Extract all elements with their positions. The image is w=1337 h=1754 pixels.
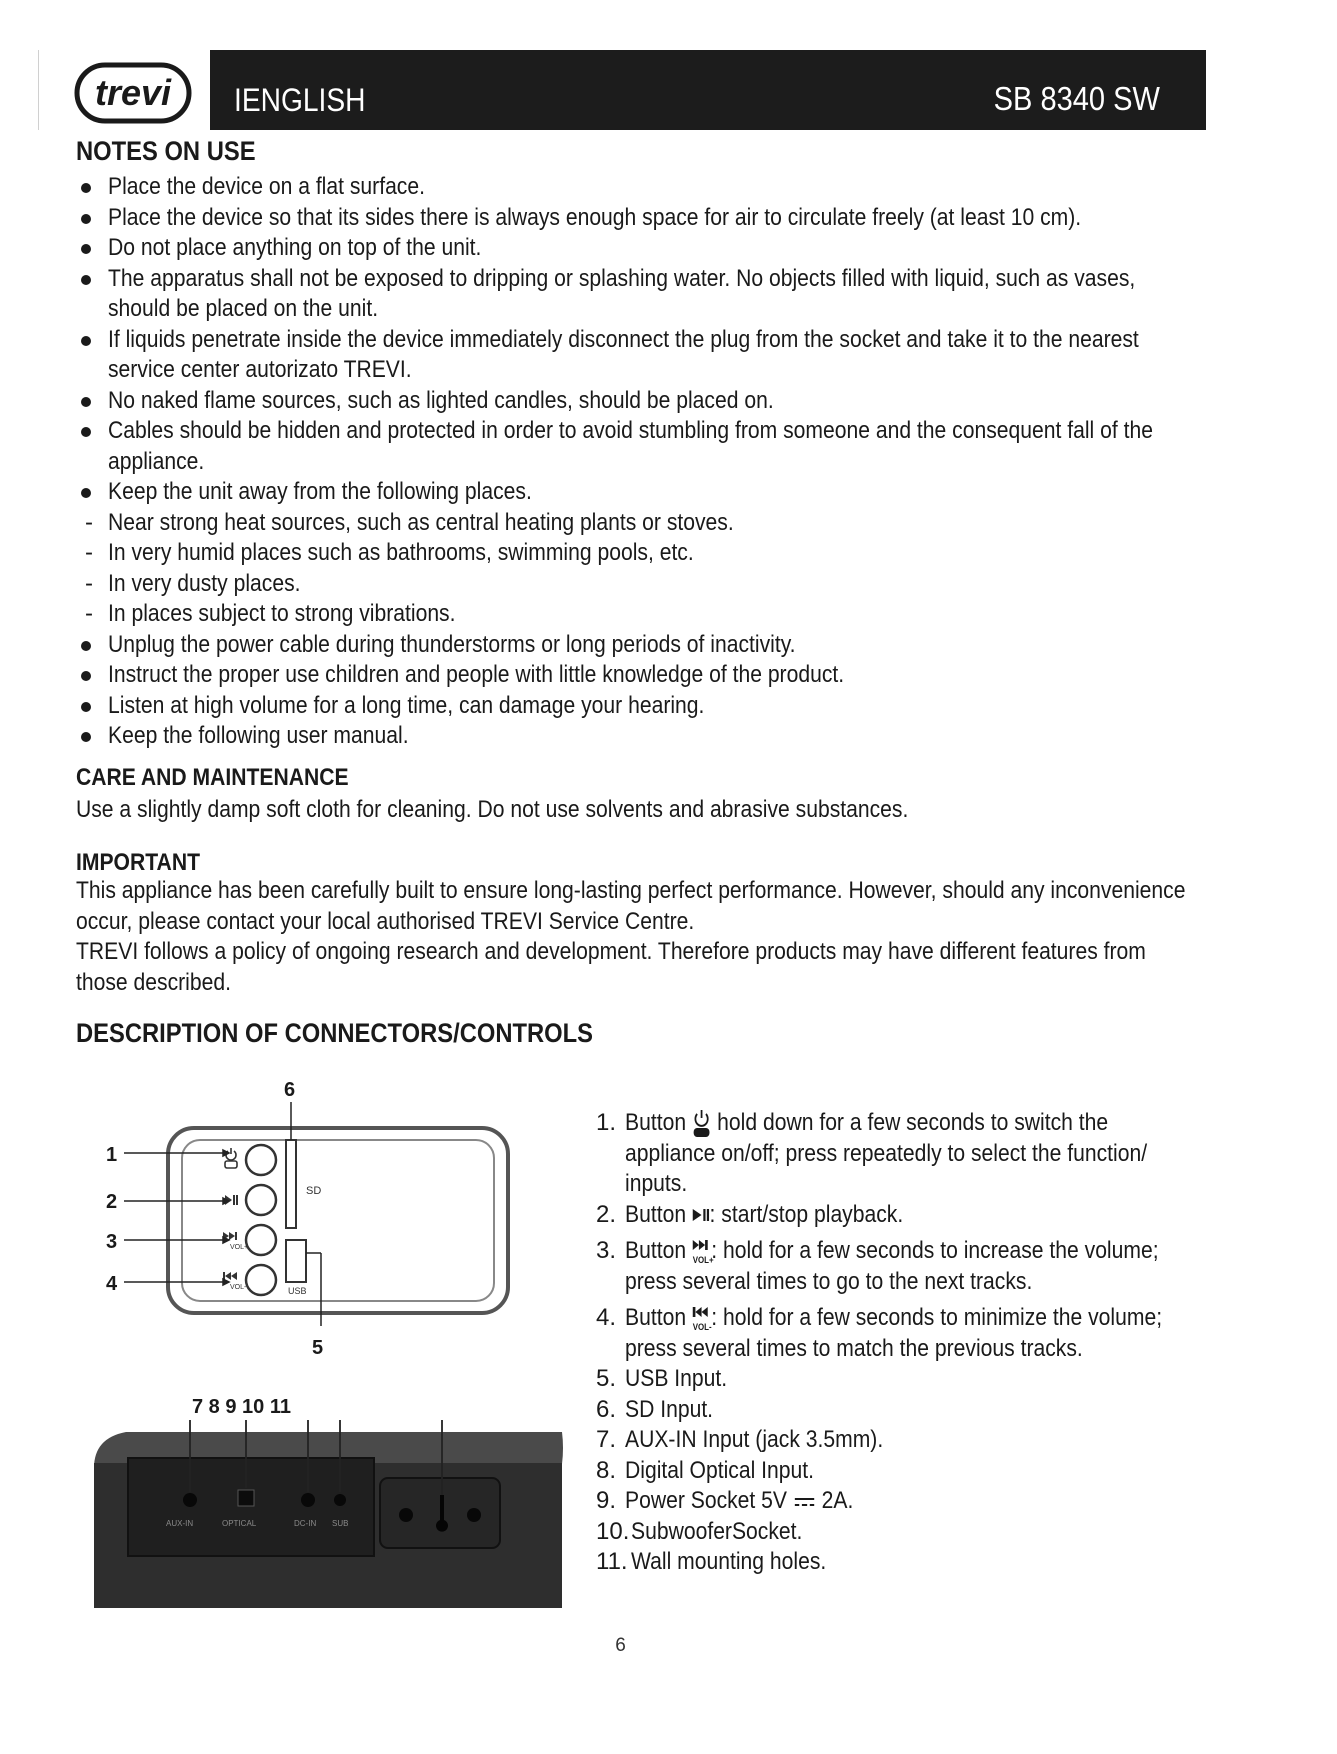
control-item-3 <box>596 1236 1216 1297</box>
notes-line: The apparatus shall not be exposed to dripping or splashing water. No objects filled with liquid, such as vases, <box>108 264 1136 292</box>
notes-line: should be placed on the unit. <box>108 295 379 322</box>
top-panel <box>168 1128 508 1313</box>
control-num: 1. <box>596 1109 617 1136</box>
control-text: appliance on/off; press repeatedly to select the function/ <box>625 1139 1148 1167</box>
control-num: 4. <box>596 1304 617 1332</box>
rear-label-aux: AUX-IN <box>166 1519 194 1528</box>
language-label: IENGLISH <box>234 82 366 118</box>
notes-line: Instruct the proper use children and people with little knowledge of the product. <box>108 661 845 688</box>
control-num: 2. <box>596 1200 617 1228</box>
notes-line: service center autorizato TREVI. <box>108 356 412 383</box>
notes-item <box>76 721 1236 752</box>
dc-symbol-icon <box>793 1496 816 1508</box>
notes-line: - In places subject to strong vibrations. <box>108 600 456 627</box>
control-num: 5. <box>596 1365 617 1393</box>
notes-line: Place the device so that its sides there is always enough space for air to circulate freely (at least 10 cm). <box>108 203 1082 231</box>
callout-7-11: 7 8 9 10 11 <box>192 1396 291 1418</box>
notes-item <box>76 264 1236 325</box>
power-mode-icon-small <box>225 1148 237 1168</box>
power-button-circle <box>246 1145 276 1175</box>
control-pre: Button <box>625 1109 687 1136</box>
rear-label-sub: SUB <box>332 1519 349 1528</box>
header-bar <box>210 50 1206 130</box>
notes-subitem <box>76 538 1236 569</box>
control-pre: Button <box>625 1304 687 1332</box>
control-text: SD Input. <box>625 1395 714 1423</box>
control-item-6 <box>596 1395 1216 1426</box>
notes-item <box>76 203 1236 234</box>
control-num: 11. <box>596 1548 628 1576</box>
control-text: : hold for a few seconds to minimize the volume; <box>711 1304 1163 1332</box>
control-num: 8. <box>596 1456 617 1484</box>
notes-line: Keep the following user manual. <box>108 722 409 749</box>
control-text: press several times to match the previous tracks. <box>625 1334 1083 1362</box>
callout-6: 6 <box>284 1079 296 1101</box>
control-num: 6. <box>596 1395 617 1423</box>
important-line: This appliance has been carefully built to ensure long-lasting perfect performance. However, should any inconvenience <box>76 877 1186 904</box>
dc-in-jack <box>301 1493 315 1507</box>
volup-button-circle <box>246 1225 276 1255</box>
notes-item <box>76 630 1236 661</box>
notes-item <box>76 172 1236 203</box>
voldown-button-circle <box>246 1265 276 1295</box>
rear-panel <box>94 1432 563 1608</box>
notes-line: If liquids penetrate inside the device immediately disconnect the plug from the socket and take it to the nearest <box>108 325 1139 353</box>
control-text: press several times to go to the next tracks. <box>625 1267 1033 1295</box>
sd-slot <box>286 1140 296 1228</box>
control-num: 3. <box>596 1237 617 1265</box>
control-text: AUX-IN Input (jack 3.5mm). <box>625 1426 884 1454</box>
control-text: : hold for a few seconds to increase the volume; <box>711 1237 1159 1265</box>
prev-voldown-icon <box>692 1306 711 1332</box>
trevi-logo <box>74 62 192 124</box>
mount-screw-right <box>467 1508 481 1522</box>
notes-item <box>76 477 1236 508</box>
control-text: Digital Optical Input. <box>625 1456 815 1484</box>
control-text: USB Input. <box>625 1365 728 1393</box>
notes-item <box>76 416 1236 477</box>
notes-line: Place the device on a flat surface. <box>108 173 425 200</box>
control-text: 2A. <box>821 1487 854 1515</box>
description-title: DESCRIPTION OF CONNECTORS/CONTROLS <box>76 1018 594 1048</box>
notes-item <box>76 325 1236 386</box>
important-line: occur, please contact your local authorised TREVI Service Centre. <box>76 907 695 935</box>
play-button-circle <box>246 1185 276 1215</box>
voldown-label: VOL- <box>230 1284 247 1291</box>
notes-list <box>76 172 1236 752</box>
control-num: 7. <box>596 1426 617 1454</box>
control-item-2 <box>596 1200 1216 1231</box>
rear-label-dcin: DC-IN <box>294 1519 317 1528</box>
control-text: : start/stop playback. <box>709 1200 904 1228</box>
control-item-7 <box>596 1425 1216 1456</box>
notes-line: Listen at high volume for a long time, can damage your hearing. <box>108 691 705 719</box>
notes-item <box>76 233 1236 264</box>
notes-item <box>76 386 1236 417</box>
care-title: CARE AND MAINTENANCE <box>76 764 349 791</box>
svg-text:VOL+: VOL+ <box>692 1254 714 1265</box>
power-mode-icon <box>692 1109 711 1139</box>
control-item-10 <box>596 1517 1216 1548</box>
notes-title: NOTES ON USE <box>76 136 256 166</box>
notes-subitem <box>76 569 1236 600</box>
control-num: 9. <box>596 1487 617 1515</box>
page-number: 6 <box>615 1635 626 1656</box>
svg-text:VOL-: VOL- <box>692 1321 712 1332</box>
control-item-8 <box>596 1456 1216 1487</box>
control-pre: Button <box>625 1200 687 1228</box>
notes-line: Do not place anything on top of the unit. <box>108 234 482 261</box>
notes-item <box>76 691 1236 722</box>
control-text: hold down for a few seconds to switch the <box>717 1109 1109 1136</box>
callout-1: 1 <box>106 1144 118 1166</box>
control-text: inputs. <box>625 1170 688 1198</box>
rear-label-optical: OPTICAL <box>222 1519 257 1528</box>
important-line: those described. <box>76 968 231 996</box>
notes-line: Cables should be hidden and protected in order to avoid stumbling from someone and the consequent fall of the <box>108 417 1153 444</box>
important-text <box>76 876 1337 998</box>
play-pause-icon <box>692 1208 710 1222</box>
usb-port <box>286 1240 306 1282</box>
control-text: Wall mounting holes. <box>631 1548 827 1576</box>
control-item-4 <box>596 1303 1216 1364</box>
notes-line: - In very dusty places. <box>108 569 301 597</box>
header-rule <box>38 50 39 130</box>
sub-jack <box>334 1494 346 1506</box>
aux-in-jack <box>183 1493 197 1507</box>
notes-line: No naked flame sources, such as lighted candles, should be placed on. <box>108 386 774 414</box>
volup-label: VOL+ <box>230 1244 249 1251</box>
control-text: Power Socket 5V <box>625 1487 788 1515</box>
control-item-9 <box>596 1486 1216 1517</box>
notes-subitem <box>76 508 1236 539</box>
control-item-11 <box>596 1547 1216 1578</box>
callout-5: 5 <box>312 1337 324 1359</box>
prev-icon-small <box>223 1272 237 1280</box>
callout-2: 2 <box>106 1191 118 1213</box>
notes-line: Unplug the power cable during thunderstorms or long periods of inactivity. <box>108 630 796 658</box>
callout-3: 3 <box>106 1231 118 1253</box>
control-item-5 <box>596 1364 1216 1395</box>
control-num: 10. <box>596 1517 630 1545</box>
notes-item <box>76 660 1236 691</box>
mount-screw-left <box>399 1508 413 1522</box>
control-pre: Button <box>625 1237 687 1265</box>
model-label: SB 8340 SW <box>993 80 1160 117</box>
optical-port <box>238 1490 254 1506</box>
notes-line: - In very humid places such as bathrooms, swimming pools, etc. <box>108 539 694 566</box>
care-text: Use a slightly damp soft cloth for cleaning. Do not use solvents and abrasive substances. <box>76 796 909 823</box>
logo-text: trevi <box>94 72 172 113</box>
notes-line: - Near strong heat sources, such as central heating plants or stoves. <box>108 508 734 536</box>
controls-list <box>596 1108 1216 1578</box>
notes-subitem <box>76 599 1236 630</box>
important-title: IMPORTANT <box>76 849 200 876</box>
important-line: TREVI follows a policy of ongoing research and development. Therefore products may have different features from <box>76 938 1146 965</box>
notes-line: appliance. <box>108 447 205 475</box>
connectors-diagram <box>86 1068 586 1608</box>
sd-label: SD <box>306 1185 322 1197</box>
notes-line: Keep the unit away from the following places. <box>108 478 532 505</box>
callout-4: 4 <box>106 1273 118 1295</box>
usb-label: USB <box>288 1286 307 1296</box>
control-text: SubwooferSocket. <box>631 1517 803 1545</box>
next-volup-icon <box>692 1239 714 1265</box>
control-item-1 <box>596 1108 1216 1200</box>
